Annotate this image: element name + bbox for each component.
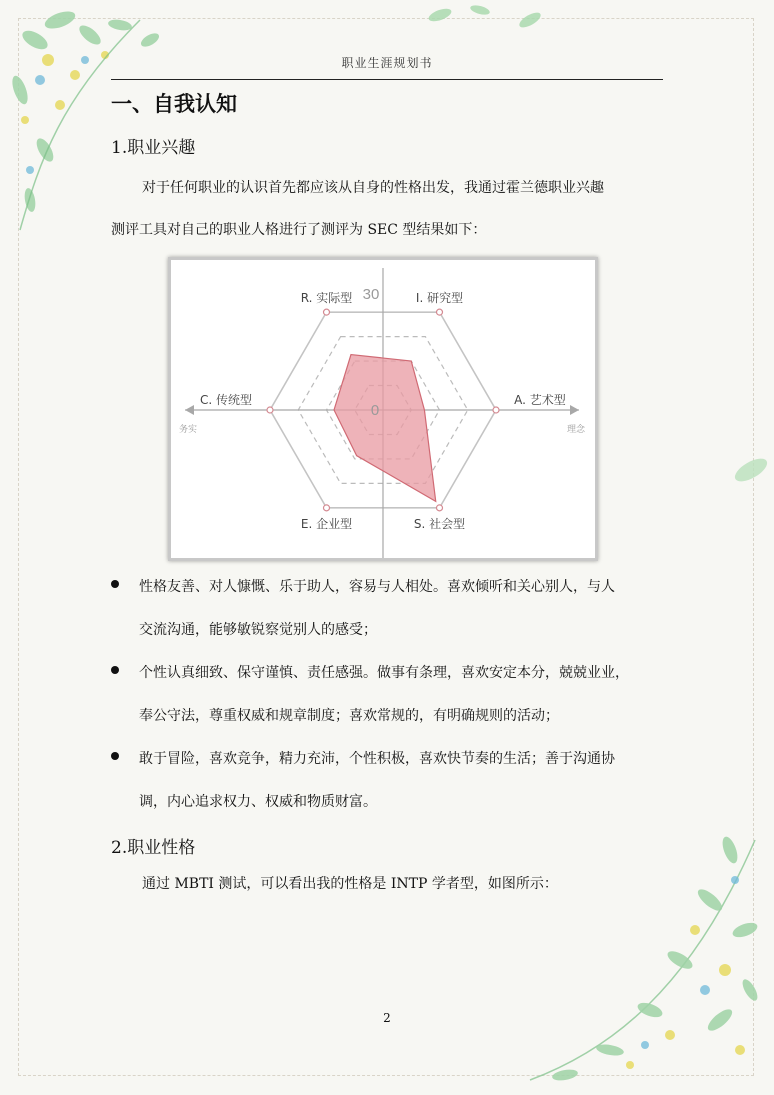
- bullet-1-line-1: 性格友善、对人慷慨、乐于助人，容易与人相处。喜欢倾听和关心别人，与人: [139, 579, 615, 595]
- bullet-1-dot: [111, 580, 119, 588]
- header-rule: [111, 79, 663, 80]
- bullet-2-line-1: 个性认真细致、保守谨慎、责任感强。做事有条理，喜欢安定本分，兢兢业业，: [139, 665, 629, 681]
- intro-paragraph-line-2: 测评工具对自己的职业人格进行了测评为 SEC 型结果如下：: [111, 222, 487, 238]
- subsection-title-career-interest: 1.职业兴趣: [111, 138, 196, 158]
- intro-paragraph-line-1: 对于任何职业的认识首先都应该从自身的性格出发，我通过霍兰德职业兴趣: [142, 180, 604, 196]
- radar-vertex-marker-5: [324, 505, 330, 511]
- radar-axis-left-label: 务实: [179, 425, 198, 435]
- radar-category-label-conventional: C. 传统型: [199, 393, 253, 407]
- radar-vertex-marker-4: [437, 505, 443, 511]
- radar-category-label-social: S. 社会型: [413, 516, 466, 531]
- radar-axis-arrow-right: [570, 405, 579, 415]
- bullet-3-line-2: 调，内心追求权力、权威和物质财富。: [139, 794, 377, 810]
- bullet-3-dot: [111, 752, 119, 760]
- radar-tick-max-label: 30: [362, 286, 380, 303]
- subsection-title-career-personality: 2.职业性格: [111, 838, 196, 858]
- page-number: 2: [383, 1011, 391, 1025]
- holland-radar-chart: [168, 257, 598, 561]
- radar-chart-svg: [171, 260, 595, 558]
- radar-axis-arrow-left: [185, 405, 194, 415]
- radar-vertex-marker-6: [267, 407, 273, 413]
- radar-tick-min-label: 0: [370, 402, 380, 419]
- bullet-2-dot: [111, 666, 119, 674]
- bullet-3-line-1: 敢于冒险，喜欢竞争，精力充沛，个性积极，喜欢快节奏的生活；善于沟通协: [139, 751, 615, 767]
- radar-category-label-realistic: R. 实际型: [300, 291, 353, 306]
- header-title: 职业生涯规划书: [341, 56, 433, 70]
- radar-axis-right-label: 理念: [566, 425, 585, 435]
- radar-vertex-marker-1: [324, 309, 330, 315]
- bullet-1-line-2: 交流沟通，能够敏锐察觉别人的感受；: [139, 622, 377, 638]
- radar-vertex-marker-2: [437, 309, 443, 315]
- radar-vertex-marker-3: [493, 407, 499, 413]
- mbti-intro-paragraph: 通过 MBTI 测试，可以看出我的性格是 INTP 学者型，如图所示：: [142, 876, 558, 892]
- bullet-2-line-2: 奉公守法，尊重权威和规章制度；喜欢常规的，有明确规则的活动；: [139, 708, 559, 724]
- radar-category-label-artistic: A. 艺术型: [514, 393, 566, 407]
- section-title: 一、自我认知: [111, 91, 237, 116]
- radar-category-label-investigative: I. 研究型: [415, 291, 464, 306]
- radar-category-label-enterprising: E. 企业型: [300, 516, 353, 531]
